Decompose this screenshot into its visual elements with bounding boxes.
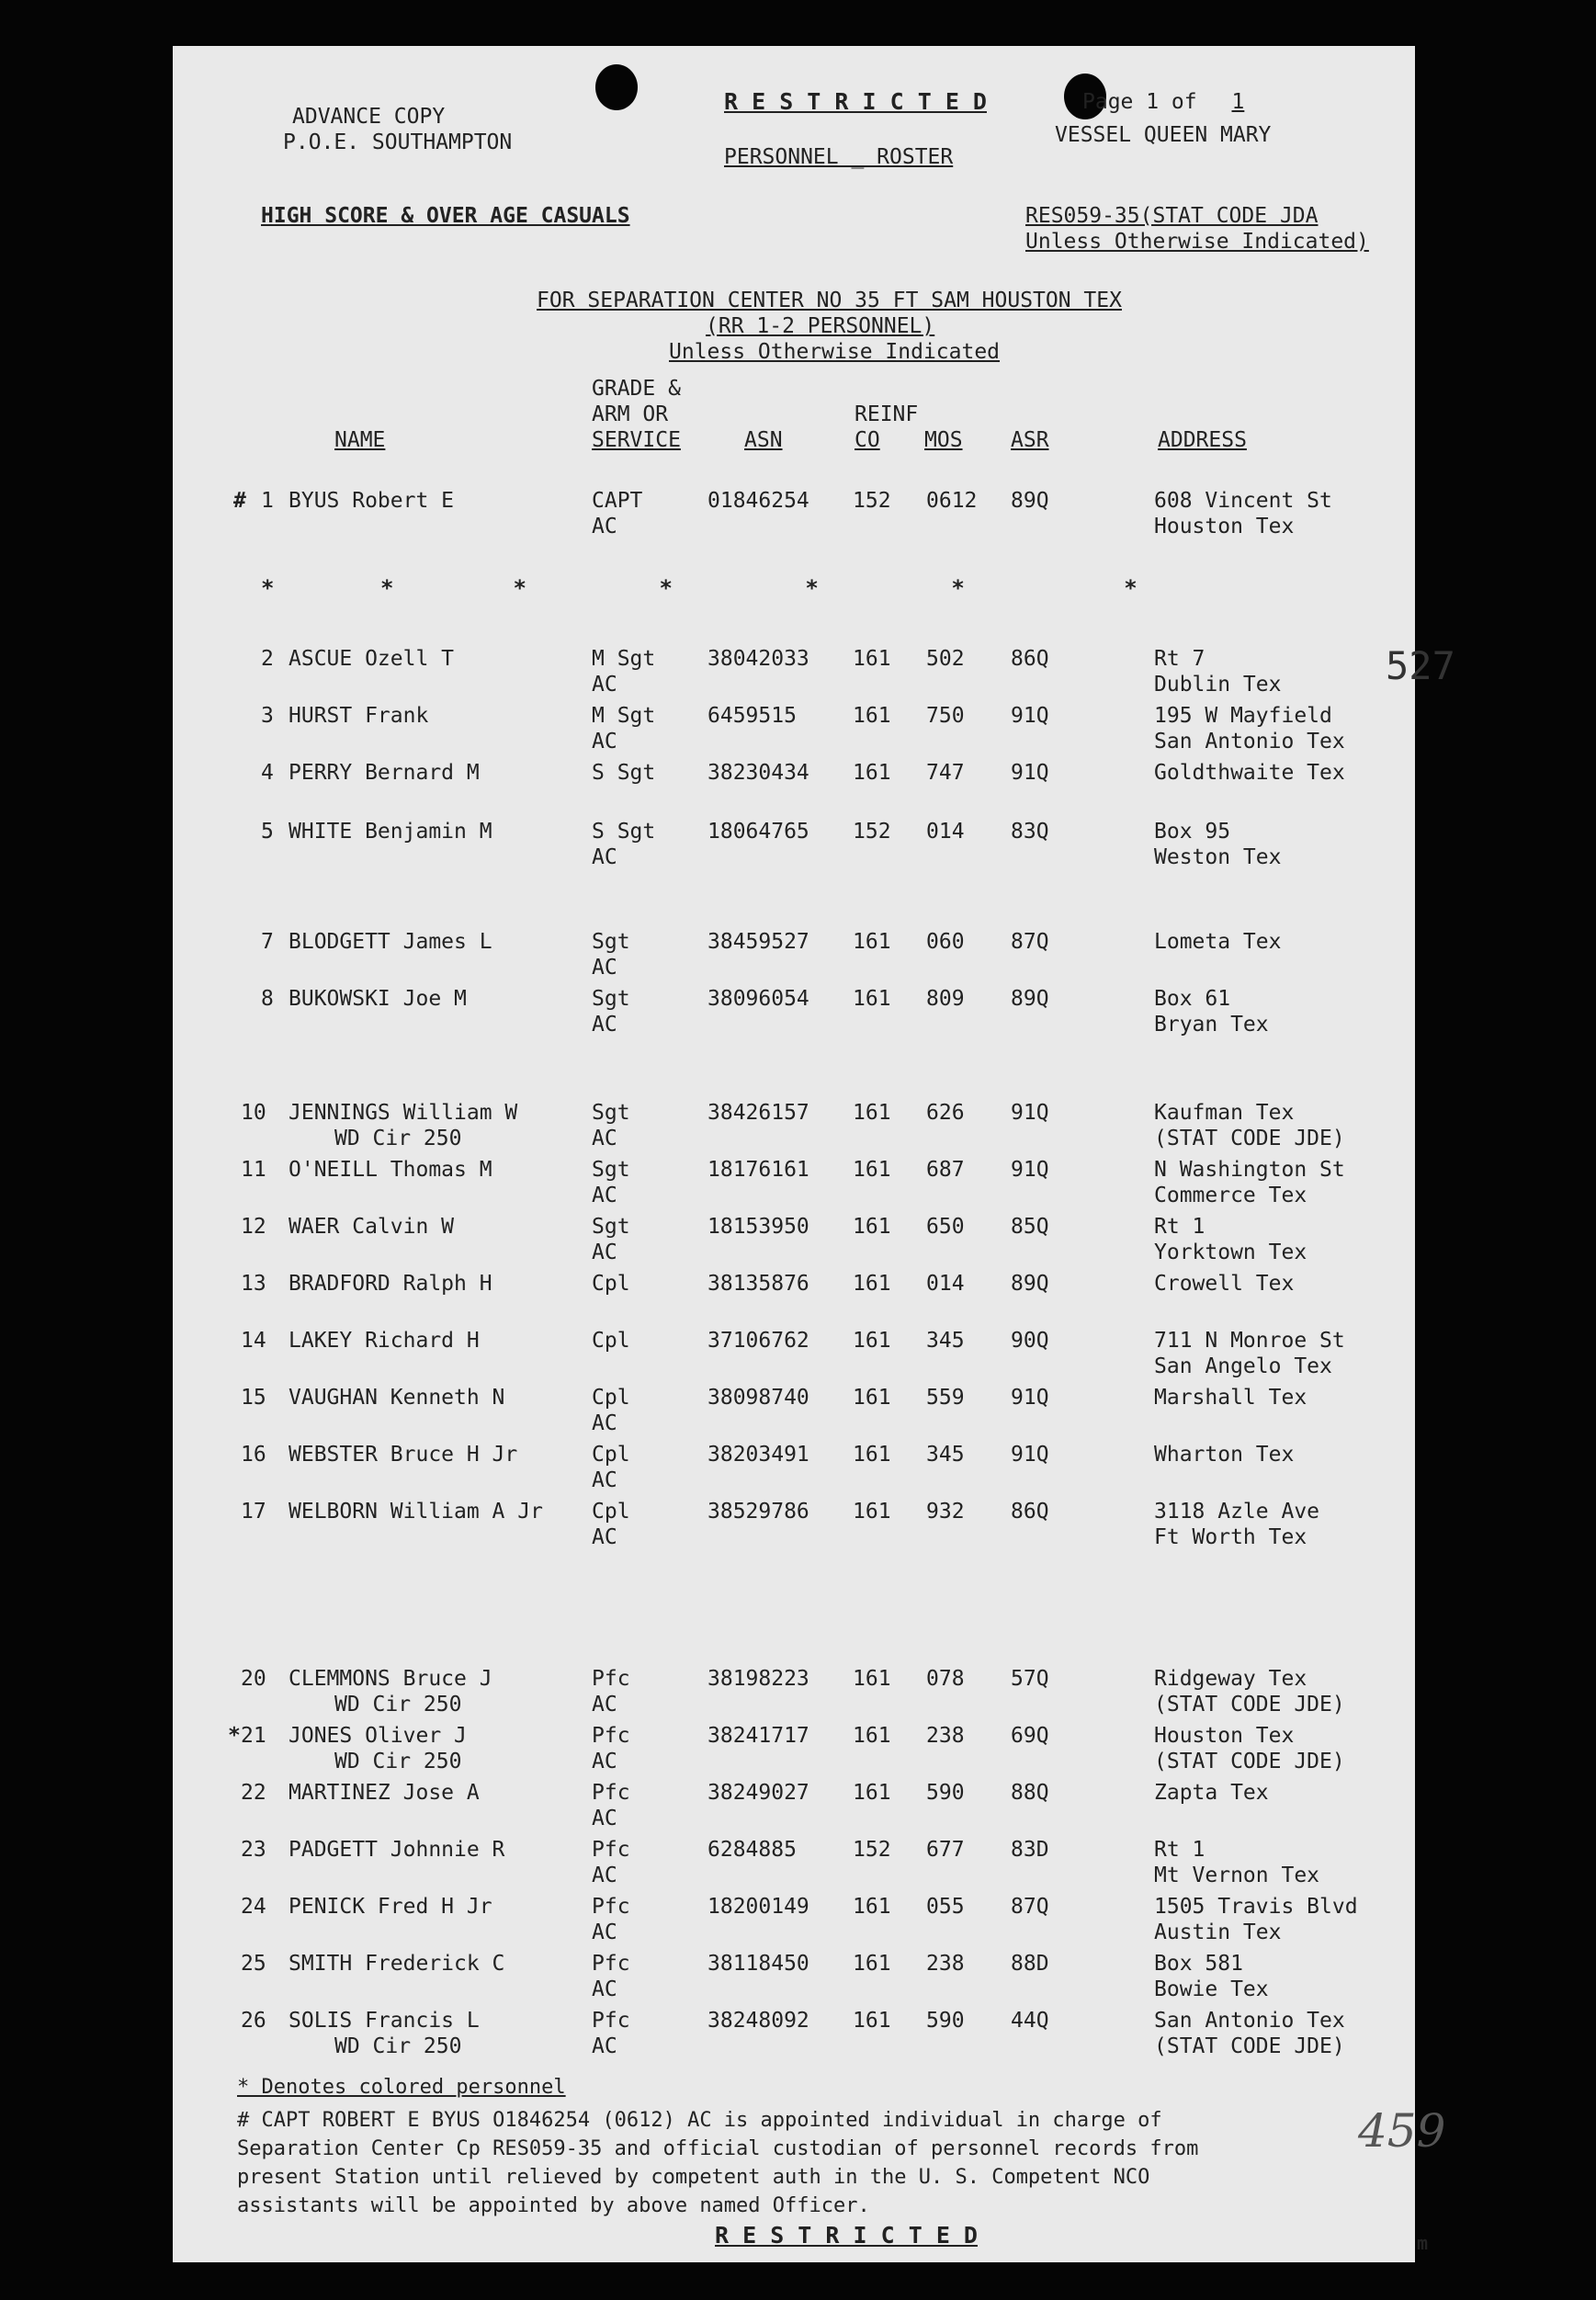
employee-name: O'NEILL Thomas M: [289, 1158, 492, 1182]
employee-name-note: WD Cir 250: [334, 1750, 462, 1773]
row-address: Rt 1: [1154, 1215, 1205, 1239]
employee-name: BYUS Robert E: [289, 489, 455, 513]
row-number: 5: [261, 820, 274, 844]
row-address-line-2: Austin Tex: [1154, 1920, 1282, 1944]
row-number: 26: [241, 2009, 266, 2033]
row-address: Wharton Tex: [1154, 1443, 1295, 1467]
employee-name: WAER Calvin W: [289, 1215, 455, 1239]
employee-name: BUKOWSKI Joe M: [289, 987, 467, 1011]
row-asn: 01846254: [707, 489, 809, 513]
row-mos: 932: [926, 1500, 965, 1524]
row-co: 161: [853, 761, 891, 785]
note-line-2: Separation Center Cp RES059-35 and official custodian of personnel records from: [237, 2137, 1199, 2160]
col-grade-3: SERVICE: [592, 428, 681, 452]
row-mos: 559: [926, 1386, 965, 1410]
row-address: 1505 Travis Blvd: [1154, 1895, 1358, 1919]
row-asn: 38096054: [707, 987, 809, 1011]
row-address: 711 N Monroe St: [1154, 1329, 1345, 1353]
unless-note: Unless Otherwise Indicated: [669, 340, 1001, 364]
col-asn: ASN: [744, 428, 783, 452]
row-grade: M Sgt: [592, 704, 656, 728]
row-co: 161: [853, 1443, 891, 1467]
row-asn: 38249027: [707, 1781, 809, 1805]
row-asn: 18064765: [707, 820, 809, 844]
row-number: 15: [241, 1386, 266, 1410]
row-asr: 86Q: [1011, 1500, 1049, 1524]
row-asn: 38529786: [707, 1500, 809, 1524]
row-mos: 238: [926, 1952, 965, 1976]
row-co: 161: [853, 2009, 891, 2033]
employee-name-note: WD Cir 250: [334, 1127, 462, 1150]
row-address-line-2: Ft Worth Tex: [1154, 1525, 1307, 1549]
row-address: Marshall Tex: [1154, 1386, 1307, 1410]
row-arm: AC: [592, 1411, 617, 1435]
row-arm: AC: [592, 1525, 617, 1549]
row-address: Crowell Tex: [1154, 1272, 1295, 1296]
row-mos: 677: [926, 1838, 965, 1862]
vessel-label: VESSEL QUEEN MARY: [1055, 123, 1272, 147]
row-grade: Cpl: [592, 1443, 630, 1467]
col-mos: MOS: [924, 428, 963, 452]
row-address: N Washington St: [1154, 1158, 1345, 1182]
col-co: CO: [855, 428, 880, 452]
row-asr: 87Q: [1011, 1895, 1049, 1919]
row-grade: S Sgt: [592, 761, 656, 785]
row-asr: 83D: [1011, 1838, 1049, 1862]
row-address-line-2: Houston Tex: [1154, 515, 1295, 538]
employee-name: SOLIS Francis L: [289, 2009, 480, 2033]
row-mos: 078: [926, 1667, 965, 1691]
row-grade: Pfc: [592, 1781, 630, 1805]
row-mos: 809: [926, 987, 965, 1011]
col-name: NAME: [334, 428, 386, 452]
stamp-number: 527: [1386, 643, 1455, 688]
row-asr: 91Q: [1011, 1101, 1049, 1125]
row-co: 152: [853, 820, 891, 844]
row-asn: 6284885: [707, 1838, 797, 1862]
row-asn: 18200149: [707, 1895, 809, 1919]
row-arm: AC: [592, 845, 617, 869]
row-asn: 38459527: [707, 930, 809, 954]
row-address: Box 95: [1154, 820, 1231, 844]
employee-name: PERRY Bernard M: [289, 761, 480, 785]
res-code: RES059-35(STAT CODE JDA: [1025, 204, 1319, 228]
row-asr: 87Q: [1011, 930, 1049, 954]
row-address: Rt 1: [1154, 1838, 1205, 1862]
col-asr: ASR: [1011, 428, 1049, 452]
row-grade: M Sgt: [592, 647, 656, 671]
row-arm: AC: [592, 1127, 617, 1150]
row-grade: Sgt: [592, 1101, 630, 1125]
row-number: 20: [241, 1667, 266, 1691]
row-asn: 18176161: [707, 1158, 809, 1182]
row-co: 161: [853, 987, 891, 1011]
row-arm: AC: [592, 1977, 617, 2001]
row-address-line-2: San Angelo Tex: [1154, 1354, 1332, 1378]
employee-name: SMITH Frederick C: [289, 1952, 505, 1976]
row-number: 11: [241, 1158, 266, 1182]
row-arm: AC: [592, 1013, 617, 1037]
row-address: Ridgeway Tex: [1154, 1667, 1307, 1691]
restricted-footer: R E S T R I C T E D: [715, 2222, 978, 2249]
employee-name: BLODGETT James L: [289, 930, 492, 954]
row-arm: AC: [592, 2034, 617, 2058]
row-asn: 38198223: [707, 1667, 809, 1691]
row-mark: *: [228, 1724, 241, 1748]
document-page: [173, 46, 1455, 2262]
row-arm: AC: [592, 956, 617, 980]
punch-hole: [595, 64, 638, 110]
col-grade-2: ARM OR: [592, 402, 669, 426]
row-arm: AC: [592, 1468, 617, 1492]
employee-name-note: WD Cir 250: [334, 1693, 462, 1717]
row-arm: AC: [592, 1693, 617, 1717]
row-co: 161: [853, 1724, 891, 1748]
row-grade: Cpl: [592, 1500, 630, 1524]
employee-name: HURST Frank: [289, 704, 429, 728]
handwritten-number: 459: [1358, 2104, 1446, 2158]
employee-name: LAKEY Richard H: [289, 1329, 480, 1353]
row-mos: 687: [926, 1158, 965, 1182]
row-asr: 69Q: [1011, 1724, 1049, 1748]
row-mos: 238: [926, 1724, 965, 1748]
row-co: 161: [853, 1158, 891, 1182]
row-co: 161: [853, 1895, 891, 1919]
row-address: Lometa Tex: [1154, 930, 1282, 954]
row-arm: AC: [592, 730, 617, 753]
row-address: Zapta Tex: [1154, 1781, 1269, 1805]
row-asn: 38426157: [707, 1101, 809, 1125]
row-asr: 88Q: [1011, 1781, 1049, 1805]
row-co: 152: [853, 1838, 891, 1862]
row-mos: 750: [926, 704, 965, 728]
row-number: 2: [261, 647, 274, 671]
row-number: 21: [241, 1724, 266, 1748]
employee-name: JENNINGS William W: [289, 1101, 518, 1125]
restricted-header: R E S T R I C T E D: [724, 88, 987, 115]
row-grade: Pfc: [592, 2009, 630, 2033]
row-asr: 86Q: [1011, 647, 1049, 671]
row-grade: Sgt: [592, 930, 630, 954]
row-co: 161: [853, 1101, 891, 1125]
row-grade: Sgt: [592, 987, 630, 1011]
row-address: Goldthwaite Tex: [1154, 761, 1345, 785]
row-arm: AC: [592, 1807, 617, 1830]
row-asn: 38203491: [707, 1443, 809, 1467]
employee-name: MARTINEZ Jose A: [289, 1781, 480, 1805]
row-mos: 060: [926, 930, 965, 954]
col-grade-1: GRADE &: [592, 377, 681, 401]
row-arm: AC: [592, 673, 617, 697]
row-address-line-2: (STAT CODE JDE): [1154, 2034, 1345, 2058]
row-arm: AC: [592, 1750, 617, 1773]
row-grade: Pfc: [592, 1838, 630, 1862]
row-grade: Pfc: [592, 1667, 630, 1691]
row-asn: 38135876: [707, 1272, 809, 1296]
row-asr: 89Q: [1011, 1272, 1049, 1296]
row-mos: 626: [926, 1101, 965, 1125]
row-mos: 590: [926, 2009, 965, 2033]
row-address-line-2: Dublin Tex: [1154, 673, 1282, 697]
row-mos: 014: [926, 820, 965, 844]
advance-copy: ADVANCE COPY: [292, 105, 446, 129]
row-arm: AC: [592, 1920, 617, 1944]
row-address: Rt 7: [1154, 647, 1205, 671]
employee-name: PADGETT Johnnie R: [289, 1838, 505, 1862]
employee-name: CLEMMONS Bruce J: [289, 1667, 492, 1691]
row-number: 24: [241, 1895, 266, 1919]
row-co: 152: [853, 489, 891, 513]
row-co: 161: [853, 930, 891, 954]
row-asr: 89Q: [1011, 987, 1049, 1011]
row-grade: Sgt: [592, 1158, 630, 1182]
row-grade: CAPT: [592, 489, 643, 513]
row-address-line-2: Bowie Tex: [1154, 1977, 1269, 2001]
row-asn: 38248092: [707, 2009, 809, 2033]
row-number: 17: [241, 1500, 266, 1524]
row-number: 1: [261, 489, 274, 513]
row-asr: 91Q: [1011, 1443, 1049, 1467]
row-co: 161: [853, 1500, 891, 1524]
row-co: 161: [853, 704, 891, 728]
row-co: 161: [853, 1667, 891, 1691]
row-grade: Sgt: [592, 1215, 630, 1239]
row-asr: 91Q: [1011, 704, 1049, 728]
employee-name: WHITE Benjamin M: [289, 820, 492, 844]
row-asr: 88D: [1011, 1952, 1049, 1976]
row-mos: 747: [926, 761, 965, 785]
res-code-note: Unless Otherwise Indicated): [1025, 230, 1369, 254]
row-arm: AC: [592, 1241, 617, 1264]
row-address: Box 581: [1154, 1952, 1243, 1976]
row-co: 161: [853, 647, 891, 671]
separation-center: FOR SEPARATION CENTER NO 35 FT SAM HOUSTON TEX: [537, 289, 1122, 312]
row-mos: 650: [926, 1215, 965, 1239]
row-asn: 37106762: [707, 1329, 809, 1353]
row-asr: 91Q: [1011, 1386, 1049, 1410]
employee-name: JONES Oliver J: [289, 1724, 467, 1748]
row-address: Kaufman Tex: [1154, 1101, 1295, 1125]
row-address-line-2: Mt Vernon Tex: [1154, 1864, 1320, 1887]
col-reinf: REINF: [855, 402, 919, 426]
separator-mark: * * * * * * *: [261, 575, 1138, 601]
row-mos: 345: [926, 1443, 965, 1467]
row-grade: Pfc: [592, 1895, 630, 1919]
row-mos: 502: [926, 647, 965, 671]
category-title: HIGH SCORE & OVER AGE CASUALS: [261, 204, 630, 228]
row-number: 22: [241, 1781, 266, 1805]
row-number: 25: [241, 1952, 266, 1976]
row-address: 608 Vincent St: [1154, 489, 1332, 513]
row-asn: 6459515: [707, 704, 797, 728]
row-address: 3118 Azle Ave: [1154, 1500, 1320, 1524]
row-address-line-2: Weston Tex: [1154, 845, 1282, 869]
row-arm: AC: [592, 1184, 617, 1207]
row-address-line-2: San Antonio Tex: [1154, 730, 1345, 753]
row-asn: 38118450: [707, 1952, 809, 1976]
row-address-line-2: (STAT CODE JDE): [1154, 1127, 1345, 1150]
row-asn: 38230434: [707, 761, 809, 785]
note-line-3: present Station until relieved by competent auth in the U. S. Competent NCO: [237, 2166, 1150, 2189]
row-asn: 38241717: [707, 1724, 809, 1748]
row-grade: S Sgt: [592, 820, 656, 844]
row-address: Box 61: [1154, 987, 1231, 1011]
employee-name-note: WD Cir 250: [334, 2034, 462, 2058]
roster-title: PERSONNEL _ ROSTER: [724, 145, 954, 169]
row-grade: Cpl: [592, 1272, 630, 1296]
row-address: San Antonio Tex: [1154, 2009, 1345, 2033]
row-arm: AC: [592, 515, 617, 538]
note-line-1: # CAPT ROBERT E BYUS O1846254 (0612) AC is appointed individual in charge of: [237, 2109, 1162, 2132]
row-number: 8: [261, 987, 274, 1011]
note-line-4: assistants will be appointed by above named Officer.: [237, 2194, 870, 2217]
row-address-line-2: (STAT CODE JDE): [1154, 1693, 1345, 1717]
row-grade: Cpl: [592, 1329, 630, 1353]
row-mos: 345: [926, 1329, 965, 1353]
row-address-line-2: (STAT CODE JDE): [1154, 1750, 1345, 1773]
row-mos: 014: [926, 1272, 965, 1296]
col-address: ADDRESS: [1158, 428, 1247, 452]
row-mos: 590: [926, 1781, 965, 1805]
row-co: 161: [853, 1386, 891, 1410]
row-asr: 91Q: [1011, 761, 1049, 785]
row-co: 161: [853, 1952, 891, 1976]
row-address: Houston Tex: [1154, 1724, 1295, 1748]
page-number: Page 1 of 1: [1082, 90, 1245, 114]
colored-note: * Denotes colored personnel: [237, 2076, 566, 2099]
row-address-line-2: Commerce Tex: [1154, 1184, 1307, 1207]
row-number: 23: [241, 1838, 266, 1862]
row-number: 14: [241, 1329, 266, 1353]
row-co: 161: [853, 1329, 891, 1353]
row-co: 161: [853, 1215, 891, 1239]
row-asr: 90Q: [1011, 1329, 1049, 1353]
poe-label: P.O.E. SOUTHAMPTON: [283, 130, 513, 154]
row-asr: 57Q: [1011, 1667, 1049, 1691]
row-arm: AC: [592, 1864, 617, 1887]
row-mark: #: [233, 489, 246, 513]
employee-name: ASCUE Ozell T: [289, 647, 455, 671]
row-address: 195 W Mayfield: [1154, 704, 1332, 728]
row-number: 13: [241, 1272, 266, 1296]
row-mos: 055: [926, 1895, 965, 1919]
row-number: 12: [241, 1215, 266, 1239]
row-asr: 91Q: [1011, 1158, 1049, 1182]
row-address-line-2: Bryan Tex: [1154, 1013, 1269, 1037]
row-asn: 38042033: [707, 647, 809, 671]
row-grade: Cpl: [592, 1386, 630, 1410]
row-address-line-2: Yorktown Tex: [1154, 1241, 1307, 1264]
employee-name: VAUGHAN Kenneth N: [289, 1386, 505, 1410]
row-asr: 85Q: [1011, 1215, 1049, 1239]
row-asn: 18153950: [707, 1215, 809, 1239]
row-mos: 0612: [926, 489, 978, 513]
row-grade: Pfc: [592, 1724, 630, 1748]
employee-name: PENICK Fred H Jr: [289, 1895, 492, 1919]
row-asr: 89Q: [1011, 489, 1049, 513]
employee-name: WEBSTER Bruce H Jr: [289, 1443, 518, 1467]
row-asn: 38098740: [707, 1386, 809, 1410]
employee-name: WELBORN William A Jr: [289, 1500, 543, 1524]
employee-name: BRADFORD Ralph H: [289, 1272, 492, 1296]
row-co: 161: [853, 1781, 891, 1805]
row-number: 4: [261, 761, 274, 785]
row-number: 10: [241, 1101, 266, 1125]
row-grade: Pfc: [592, 1952, 630, 1976]
personnel-type: (RR 1-2 PERSONNEL): [706, 314, 935, 338]
corner-mark: m: [1417, 2232, 1429, 2254]
row-co: 161: [853, 1272, 891, 1296]
row-number: 16: [241, 1443, 266, 1467]
row-number: 3: [261, 704, 274, 728]
row-asr: 83Q: [1011, 820, 1049, 844]
row-asr: 44Q: [1011, 2009, 1049, 2033]
row-number: 7: [261, 930, 274, 954]
